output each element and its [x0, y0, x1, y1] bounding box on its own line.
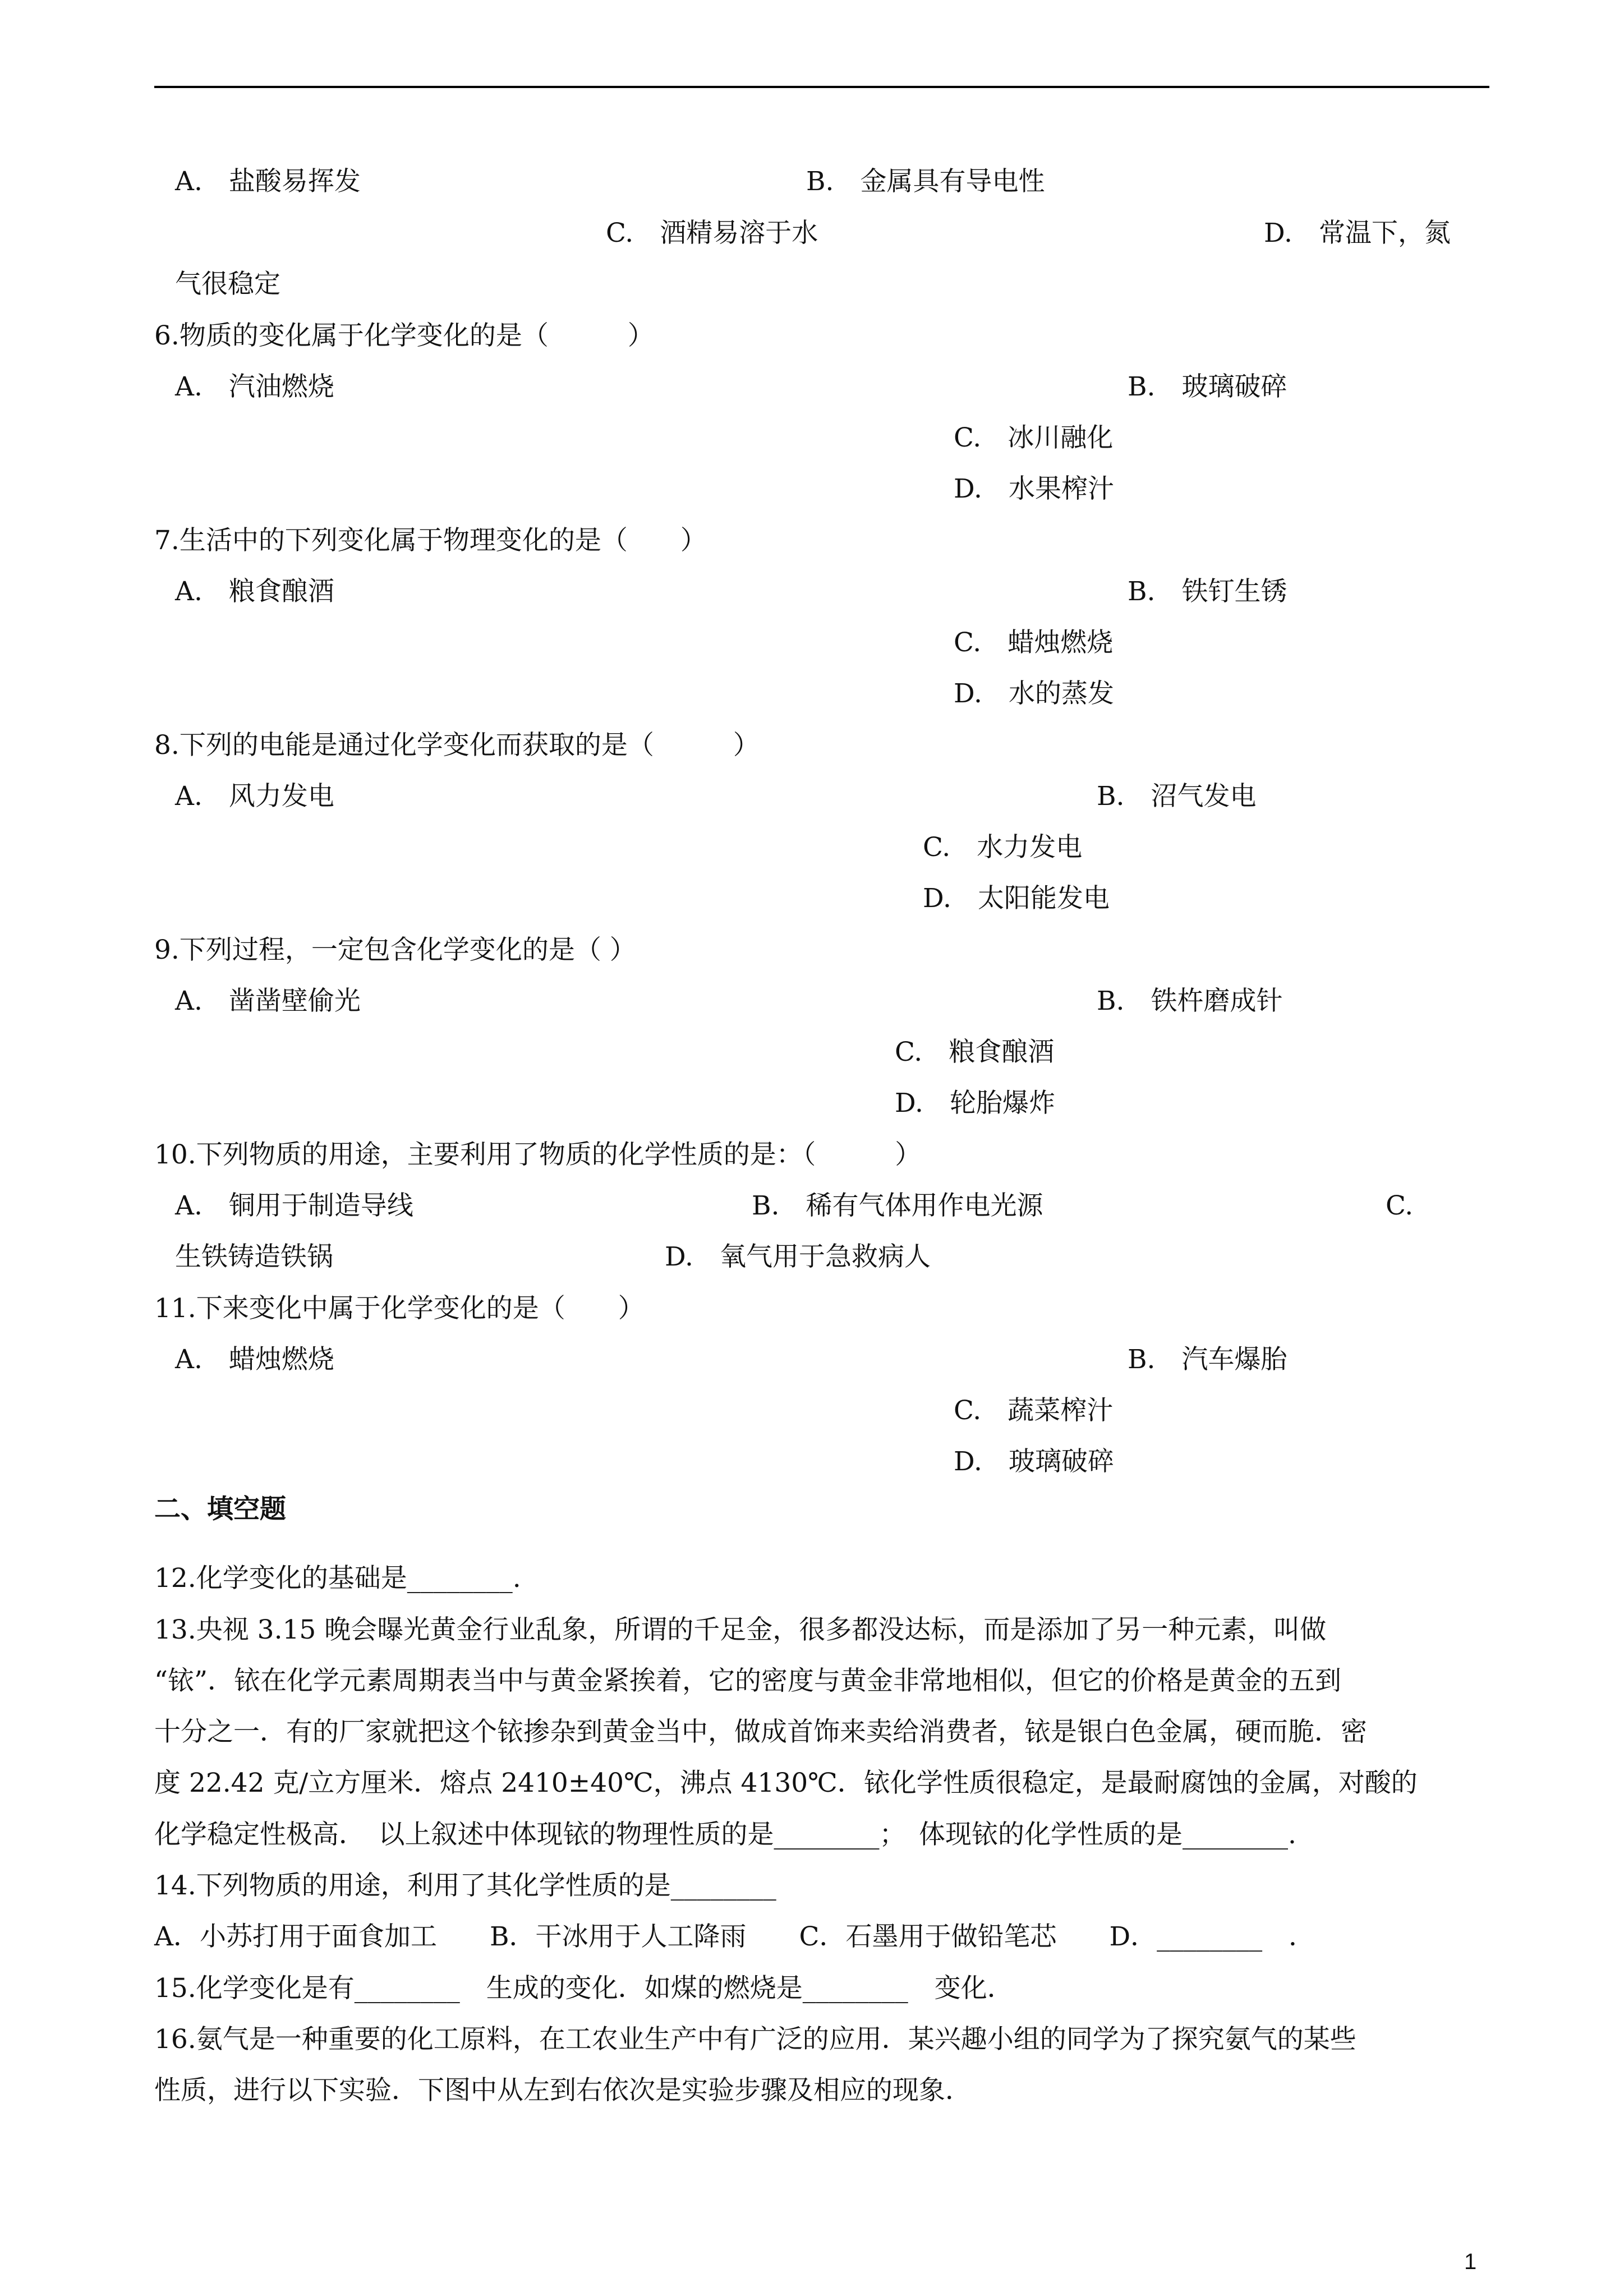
q5-option-d-continued: 气很稳定: [175, 269, 280, 300]
q11-option-c: C. 蔬菜榨汁: [954, 1395, 1114, 1426]
q7-option-a: A. 粮食酿酒: [175, 576, 334, 607]
q8-option-a: A. 风力发电: [175, 781, 334, 812]
q16-line-2: 性质，进行以下实验．下图中从左到右依次是实验步骤及相应的现象．: [154, 2075, 972, 2106]
q6-option-c: C. 冰川融化: [954, 422, 1114, 453]
header-rule: [154, 86, 1489, 88]
q10-option-c: C.: [1386, 1190, 1414, 1221]
q15-stem: 15.化学变化是有________ 生成的变化．如煤的燃烧是________ 变化．: [154, 1973, 1014, 2004]
q6-option-b: B. 玻璃破碎: [1128, 371, 1287, 402]
q10-option-b: B. 稀有气体用作电光源: [752, 1190, 1043, 1221]
q10-stem: 10.下列物质的用途，主要利用了物质的化学性质的是：（ ）: [154, 1139, 922, 1170]
q6-option-d: D. 水果榨汁: [954, 473, 1114, 504]
q8-option-b: B. 沼气发电: [1097, 781, 1257, 812]
q8-option-c: C. 水力发电: [923, 832, 1083, 863]
q14-options: A．小苏打用于面食加工 B．干冰用于人工降雨 C．石墨用于做铅笔芯 D．________ ．: [154, 1921, 1315, 1952]
q13-line-4: 度 22.42 克/立方厘米．熔点 2410±40℃，沸点 4130℃．铱化学性质很稳定，是最耐腐蚀的金属，对酸的: [154, 1768, 1418, 1798]
q5-option-a: A. 盐酸易挥发: [175, 166, 361, 197]
q9-option-c: C. 粮食酿酒: [895, 1037, 1055, 1068]
section-title-fill-in-blank: 二、填空题: [154, 1494, 286, 1525]
q10-option-c-continued: 生铁铸造铁锅: [175, 1241, 333, 1272]
q6-stem: 6.物质的变化属于化学变化的是（ ）: [154, 320, 654, 351]
q12-stem: 12.化学变化的基础是________.: [154, 1563, 521, 1594]
q7-option-b: B. 铁钉生锈: [1128, 576, 1287, 607]
q11-option-d: D. 玻璃破碎: [954, 1446, 1114, 1477]
q10-option-d: D. 氧气用于急救病人: [665, 1241, 931, 1272]
q11-stem: 11.下来变化中属于化学变化的是（ ）: [154, 1293, 645, 1324]
q13-line-3: 十分之一．有的厂家就把这个铱掺杂到黄金当中，做成首饰来卖给消费者，铱是银白色金属，硬而脆．密: [154, 1717, 1367, 1747]
q9-option-d: D. 轮胎爆炸: [895, 1088, 1055, 1119]
q7-option-c: C. 蜡烛燃烧: [954, 627, 1114, 658]
q7-option-d: D. 水的蒸发: [954, 678, 1114, 709]
q8-stem: 8.下列的电能是通过化学变化而获取的是（ ）: [154, 730, 760, 761]
q11-option-a: A. 蜡烛燃烧: [175, 1344, 334, 1375]
q14-stem: 14.下列物质的用途，利用了其化学性质的是________: [154, 1870, 776, 1901]
q10-option-a: A. 铜用于制造导线: [175, 1190, 413, 1221]
q5-option-d: D. 常温下，氮: [1264, 218, 1451, 249]
q13-line-2: “铱”．铱在化学元素周期表当中与黄金紧挨着，它的密度与黄金非常地相似，但它的价格是黄金的五到: [154, 1665, 1342, 1696]
q13-line-1: 13.央视 3.15 晚会曝光黄金行业乱象，所谓的千足金，很多都没达标，而是添加了另一种元素，叫做: [154, 1614, 1327, 1645]
q16-line-1: 16.氨气是一种重要的化工原料，在工农业生产中有广泛的应用．某兴趣小组的同学为了探究氨气的某些: [154, 2024, 1356, 2055]
q5-option-c: C. 酒精易溶于水: [606, 218, 818, 249]
q9-option-a: A. 凿凿壁偷光: [175, 986, 361, 1016]
q13-line-5: 化学稳定性极高． 以上叙述中体现铱的物理性质的是________； 体现铱的化学性质的是________.: [154, 1819, 1296, 1850]
q11-option-b: B. 汽车爆胎: [1128, 1344, 1287, 1375]
q6-option-a: A. 汽油燃烧: [175, 371, 334, 402]
q8-option-d: D. 太阳能发电: [923, 883, 1110, 914]
q7-stem: 7.生活中的下列变化属于物理变化的是（ ）: [154, 525, 707, 556]
page-number: 1: [1464, 2249, 1477, 2274]
q9-stem: 9.下列过程，一定包含化学变化的是（ ）: [154, 935, 636, 965]
q5-option-b: B. 金属具有导电性: [806, 166, 1045, 197]
q9-option-b: B. 铁杵磨成针: [1097, 986, 1283, 1016]
